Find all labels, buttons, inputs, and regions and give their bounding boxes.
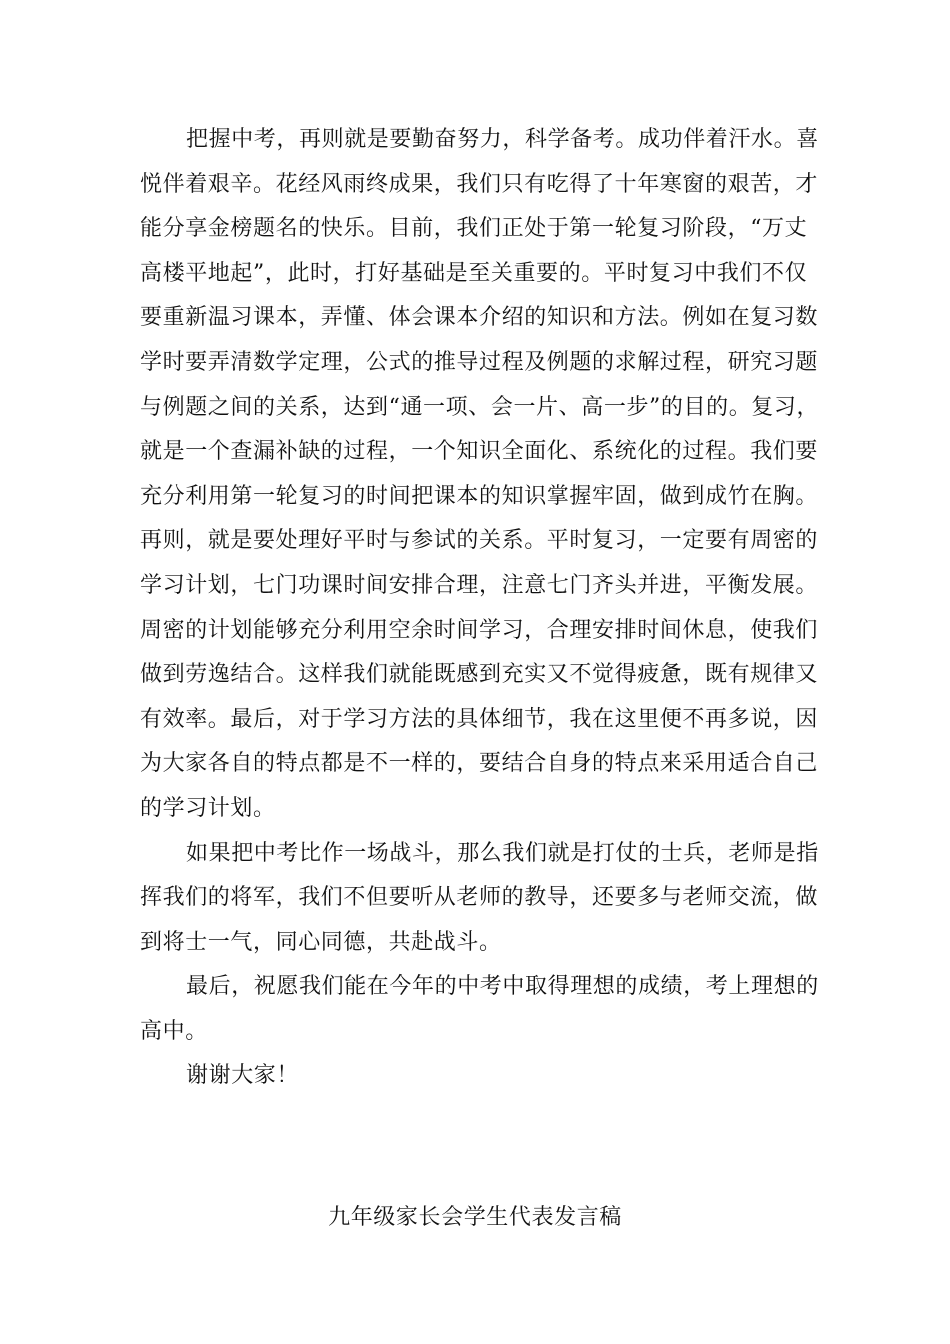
text-line: 学习计划，七门功课时间安排合理，注意七门齐头并进，平衡发展。 bbox=[140, 572, 819, 598]
paragraph-teachers bbox=[140, 832, 830, 966]
text-line: 高楼平地起”，此时，打好基础是至关重要的。平时复习中我们不仅 bbox=[140, 260, 808, 286]
paragraph-preparation bbox=[140, 118, 830, 832]
text-line: 做到劳逸结合。这样我们就能既感到充实又不觉得疲惫，既有规律又 bbox=[140, 662, 819, 688]
paragraph-wishes bbox=[140, 965, 830, 1054]
text-line: 最后，祝愿我们能在今年的中考中取得理想的成绩，考上理想的 bbox=[186, 974, 819, 1000]
text-line: 再则，就是要处理好平时与参试的关系。平时复习，一定要有周密的 bbox=[140, 528, 819, 554]
text-line: 与例题之间的关系，达到“通一项、会一片、高一步”的目的。复习， bbox=[140, 394, 820, 420]
body-text bbox=[140, 118, 830, 1099]
text-line: 到将士一气，同心同德，共赴战斗。 bbox=[140, 929, 502, 955]
text-line: 能分享金榜题名的快乐。目前，我们正处于第一轮复习阶段，“万丈 bbox=[140, 216, 808, 242]
text-line: 高中。 bbox=[140, 1018, 208, 1044]
text-line: 如果把中考比作一场战斗，那么我们就是打仗的士兵，老师是指 bbox=[186, 840, 819, 866]
text-line: 充分利用第一轮复习的时间把课本的知识掌握牢固，做到成竹在胸。 bbox=[140, 483, 819, 509]
paragraph-thanks bbox=[140, 1054, 830, 1099]
text-line: 为大家各自的特点都是不一样的，要结合自身的特点来采用适合自己 bbox=[140, 751, 819, 777]
next-section-title: 九年级家长会学生代表发言稿 bbox=[328, 1205, 622, 1230]
text-line: 的学习计划。 bbox=[140, 795, 276, 821]
text-line: 有效率。最后，对于学习方法的具体细节，我在这里便不再多说，因 bbox=[140, 706, 819, 732]
text-line: 要重新温习课本，弄懂、体会课本介绍的知识和方法。例如在复习数 bbox=[140, 305, 819, 331]
text-line: 周密的计划能够充分利用空余时间学习，合理安排时间休息，使我们 bbox=[140, 617, 819, 643]
text-line: 挥我们的将军，我们不但要听从老师的教导，还要多与老师交流，做 bbox=[140, 885, 819, 911]
text-line: 学时要弄清数学定理，公式的推导过程及例题的求解过程，研究习题 bbox=[140, 349, 819, 375]
text-line: 把握中考，再则就是要勤奋努力，科学备考。成功伴着汗水。喜 bbox=[186, 127, 819, 152]
text-line: 谢谢大家！ bbox=[186, 1063, 300, 1089]
text-line: 悦伴着艰辛。花经风雨终成果，我们只有吃得了十年寒窗的艰苦，才 bbox=[140, 171, 819, 197]
text-line: 就是一个查漏补缺的过程，一个知识全面化、系统化的过程。我们要 bbox=[140, 439, 819, 465]
